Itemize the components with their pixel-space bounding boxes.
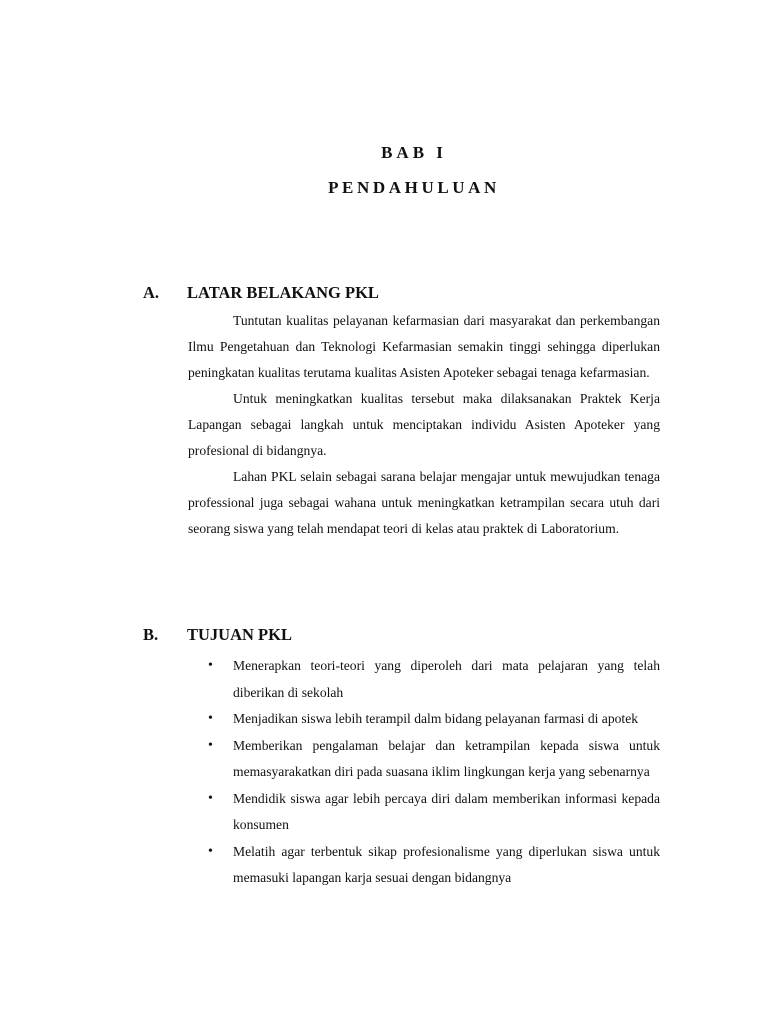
list-item: • Memberikan pengalaman belajar dan ketrampilan kepada siswa untuk memasyarakatkan diri pada suasana iklim lingkungan kerja yang sebenarnya [188,733,660,786]
section-a-body [188,308,660,542]
paragraph: Tuntutan kualitas pelayanan kefarmasian dari masyarakat dan perkembangan Ilmu Pengetahuan dan Teknologi Kefarmasian semakin tinggi sehingga diperlukan peningkatan kualitas terutama kualitas Asisten Apoteker sebagai tenaga kefarmasian. [188,313,660,380]
section-a-title: LATAR BELAKANG PKL [187,283,379,302]
section-b-letter: B. [143,625,159,644]
objectives-list [188,653,660,892]
section-b-heading [143,625,292,645]
section-a-letter: A. [143,283,160,302]
chapter-title: PENDAHULUAN [328,178,500,197]
paragraph: Lahan PKL selain sebagai sarana belajar mengajar untuk mewujudkan tenaga professional juga sebagai wahana untuk meningkatkan ketrampilan secara utuh dari seorang siswa yang telah mendapat teori di kelas atau praktek di Laboratorium. [188,469,660,536]
paragraph: Untuk meningkatkan kualitas tersebut maka dilaksanakan Praktek Kerja Lapangan sebagai langkah untuk menciptakan individu Asisten Apoteker yang profesional di bidangnya. [188,391,660,458]
section-b-title: TUJUAN PKL [187,625,292,644]
list-item: • Mendidik siswa agar lebih percaya diri dalam memberikan informasi kepada konsumen [188,786,660,839]
list-item: • Menjadikan siswa lebih terampil dalm bidang pelayanan farmasi di apotek [188,706,660,733]
section-a-heading [143,283,379,303]
list-item: • Melatih agar terbentuk sikap profesionalisme yang diperlukan siswa untuk memasuki lapangan karja sesuai dengan bidangnya [188,839,660,892]
chapter-number: BAB I [381,143,447,162]
list-item: • Menerapkan teori-teori yang diperoleh dari mata pelajaran yang telah diberikan di sekolah [188,653,660,706]
